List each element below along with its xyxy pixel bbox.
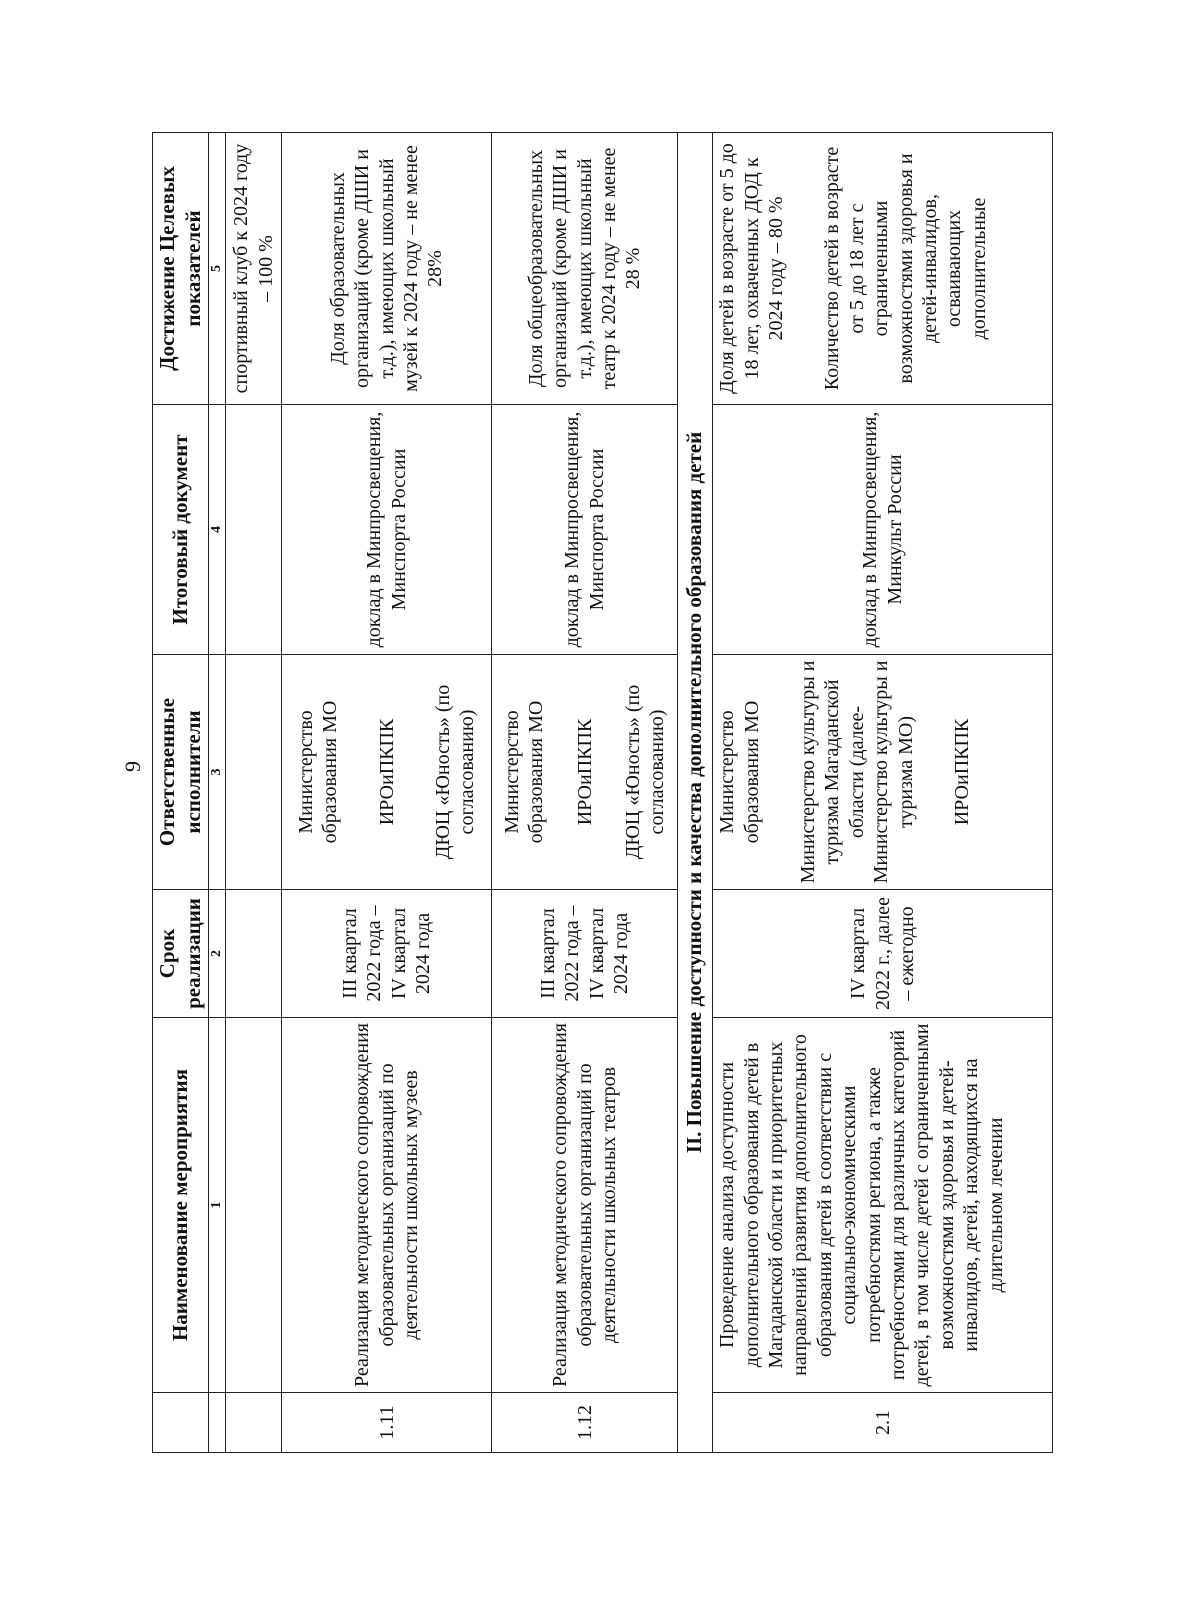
indicator: Количество детей в возрасте от 5 до 18 лет с ограниченными возможностями здоровья и детей-инвалидов, осваивающих дополнительные [821,146,990,391]
carry-row [226,133,282,1453]
row-document: доклад в Минпросвещения, Минспорта России [492,405,678,655]
col-num-3: 3 [209,655,226,890]
header-name: Наименование мероприятия [153,1018,209,1393]
executor: ИРОиПКПК [950,718,973,826]
executor: ИРОиПКПК [573,718,596,826]
executor: Министерство образования МО [716,700,763,844]
table-row [492,133,678,1453]
row-id: 1.12 [492,1393,678,1453]
section-row [678,133,713,1453]
row-id: 1.11 [282,1393,492,1453]
table-row [713,133,1053,1453]
row-executors [713,655,1053,890]
table-row [282,133,492,1453]
indicator: Доля детей в возрасте от 5 до 18 лет, охваченных ДОД к 2024 году – 80 % [716,143,787,394]
carry-indicator: спортивный клуб к 2024 году – 100 % [226,133,282,405]
header-row [153,133,209,1453]
section-title: II. Повышение доступности и качества дополнительного образования детей [678,133,713,1453]
executor: ДЮЦ «Юность» (по согласованию) [431,684,479,860]
col-num-empty [209,1393,226,1453]
header-executors: Ответственные исполнители [153,655,209,890]
executor: ИРОиПКПК [375,718,398,826]
col-num-4: 4 [209,405,226,655]
page-number: 9 [120,761,145,772]
executor: Министерство культуры и туризма Магаданской области (далее- Министерство культуры и туризма МО) [797,660,917,884]
col-num-5: 5 [209,133,226,405]
header-term: Срок реализации [153,890,209,1018]
col-num-1: 1 [209,1018,226,1393]
row-executors [492,655,678,890]
row-name: Проведение анализа доступности дополнительного образования детей в Магаданской области и приоритетных направлений развития дополнительного образования детей в соответствии с социально-экономическими потребностями региона, а также потребностями для различных категорий детей, в том числе детей с ограниченными возможностями здоровья и детей-инвалидов, детей, находящихся на длительном лечении [713,1018,1053,1393]
executor: Министерство образования МО [500,700,548,844]
row-id: 2.1 [713,1393,1053,1453]
row-indicator: Доля общеобразовательных организаций (кроме ДШИ и т.д.), имеющих школьный театр к 2024 году – не менее 28 % [492,133,678,405]
column-number-row [209,133,226,1453]
rotated-table-container [152,133,1052,1453]
header-document: Итоговый документ [153,405,209,655]
header-id [153,1393,209,1453]
header-indicators: Достижение Целевых показателей [153,133,209,405]
col-num-2: 2 [209,890,226,1018]
row-name: Реализация методического сопровождения образовательных организаций по деятельности школьных театров [492,1018,678,1393]
executor: ДЮЦ «Юность» (по согласованию) [621,684,669,860]
row-term: IV квартал 2022 г., далее – ежегодно [713,890,1053,1018]
row-indicator: Доля образовательных организаций (кроме ДШИ и т.д.), имеющих школьный музей к 2024 году – не менее 28% [282,133,492,405]
row-term: III квартал 2022 года – IV квартал 2024 года [282,890,492,1018]
row-document: доклад в Минпросвещения, Минкульт России [713,405,1053,655]
row-name: Реализация методического сопровождения образовательных организаций по деятельности школьных музеев [282,1018,492,1393]
plan-table [152,132,1053,1453]
executor: Министерство образования МО [294,700,342,844]
row-executors [282,655,492,890]
row-term: III квартал 2022 года – IV квартал 2024 года [492,890,678,1018]
row-indicators [713,133,1053,405]
row-document: доклад в Минпросвещения, Минспорта России [282,405,492,655]
